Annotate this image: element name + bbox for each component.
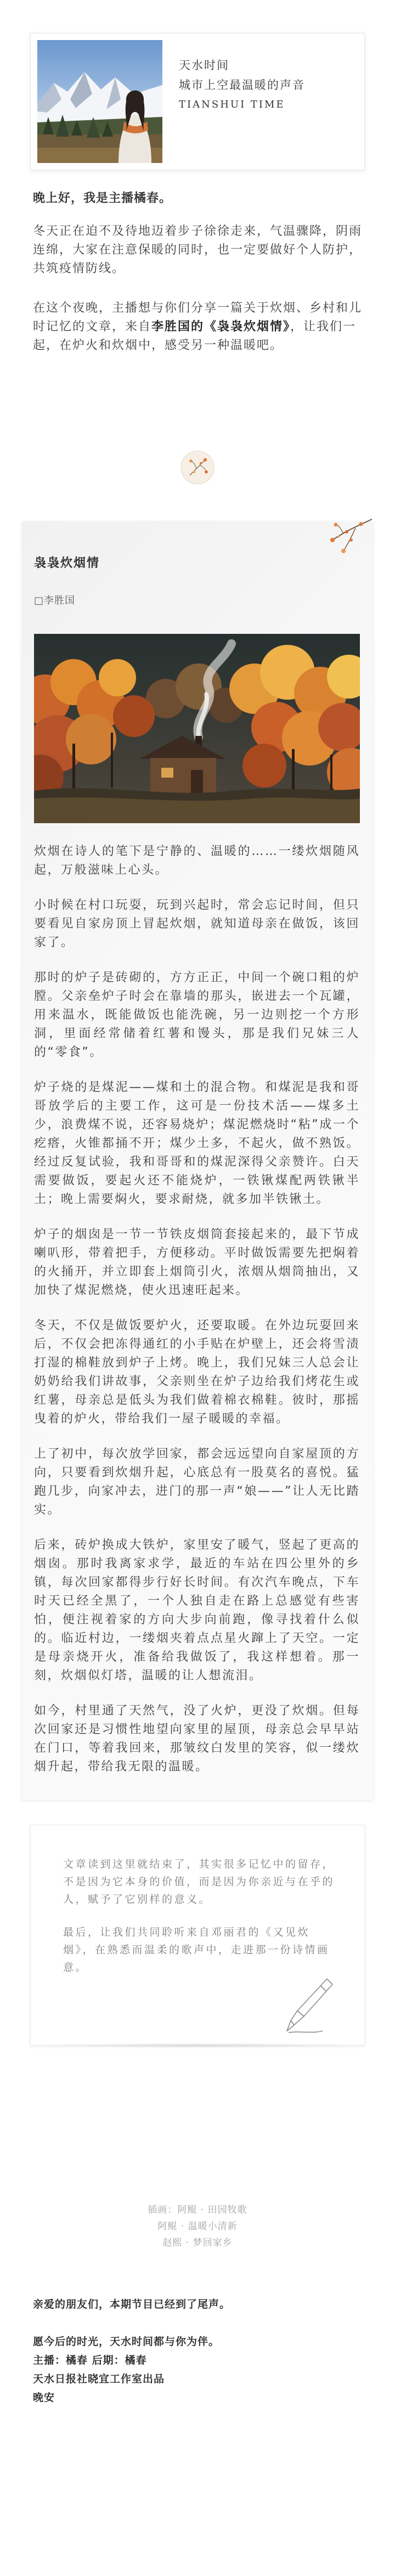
intro-paragraph: 冬天正在迫不及待地迈着步子徐徐走来，气温骤降，阴雨连绵，大家在注意保暖的同时，也一定要做好个人防护，共筑疫情防线。 bbox=[33, 224, 363, 275]
article-paragraph: 冬天，不仅是做饭要炉火，还要取暖。在外边玩耍回来后，不仅会把冻得通红的小手贴在炉壁上，还会将雪渍打湿的棉鞋放到炉子上烤。晚上，我们兄妹三人总会让奶奶给我们讲故事，父亲则坐在炉子边给我们烤花生或红薯，母亲总是低头为我们做着棉衣棉鞋。彼时，那摇曳着的炉火，带给我们一屋子暖暖的幸福。 bbox=[34, 1319, 360, 1426]
brand-name-english: TIANSHUI TIME bbox=[179, 99, 285, 110]
greeting: 晚上好，我是主播橘春。 bbox=[33, 192, 172, 205]
closing-section bbox=[33, 2295, 362, 2407]
credit-line: 阿鲲 · 温暖小清新 bbox=[157, 2221, 238, 2232]
illustration-credits bbox=[0, 2202, 395, 2251]
flower-circle-icon bbox=[180, 450, 215, 485]
header-photo-art bbox=[37, 40, 162, 163]
article-paragraph: 如今，村里通了天然气，没了火炉，更没了炊烟。但每次回家还是习惯性地望向家里的屋顶，母亲总会早早站在门口，等着我回来，那皱纹白发里的笑容，似一缕炊烟升起，带给我无限的温暖。 bbox=[34, 1704, 360, 1774]
article-paragraph: 后来，砖炉换成大铁炉，家里安了暖气，竖起了更高的烟囱。那时我离家求学，最近的车站在四公里外的乡镇，每次回家都得步行好长时间。有次汽车晚点，下车时天已经全黑了，一个人独自走在路上总感觉有些害怕，便注视着家的方向大步向前跑，像寻找着什么似的。临近村边，一缕烟夹着点点星火蹿上了天空。一定是母亲烧开火，准备给我做饭了，我这样想着。那一刻，炊烟似灯塔，温暖的让人想流泪。 bbox=[34, 1538, 360, 1683]
header-card bbox=[30, 33, 365, 170]
article-title: 袅袅炊烟情 bbox=[34, 556, 100, 570]
flower-branch-icon bbox=[327, 517, 373, 556]
article-paragraph: 上了初中，每次放学回家，都会远远望向自家屋顶的方向，只要看到炊烟升起，心底总有一股莫名的喜悦。猛跑几步，向家冲去，进门的那一声“娘——”让人无比踏实。 bbox=[34, 1447, 360, 1517]
intro-text: ，让我们一起，在炉火和炊烟中，感受另一种温暖吧。 bbox=[33, 320, 357, 352]
ground bbox=[34, 788, 360, 823]
header-photo[interactable] bbox=[37, 40, 162, 163]
brand-slogan: 城市上空最温暖的声音 bbox=[179, 78, 305, 92]
header-text bbox=[179, 55, 354, 115]
staff-line: 主播：橘春 后期：橘春 bbox=[33, 2354, 147, 2366]
article-image[interactable] bbox=[34, 634, 360, 823]
afterword-card bbox=[30, 1825, 365, 2045]
article-author: □李胜国 bbox=[34, 595, 76, 606]
pen-icon bbox=[282, 1975, 337, 2035]
article-paragraph: 炉子烧的是煤泥——煤和土的混合物。和煤泥是我和哥哥放学后的主要工作，这可是一份技术活——煤多土少，浪费煤不说，还容易烧炉；煤泥燃烧时“粘”成一个疙瘩，火锥都捅不开；煤少土多，不起火，做不熟饭。经过反复试验，我和哥哥和的煤泥深得父亲赞许。白天需要做饭，要起火还不能烧炉，一铁锹煤配两铁锹半土；晚上需要焖火，要求耐烧，就多加半铁锹土。 bbox=[34, 1081, 360, 1206]
article-paragraph: 那时的炉子是砖砌的，方方正正，中间一个碗口粗的炉膛。父亲垒炉子时会在靠墙的那头，嵌进去一个瓦罐，用来温水，既能做饭也能洗碗，另一边则挖一个方形洞，里面经常储着红薯和馒头，那是我们兄妹三人的“零食”。 bbox=[34, 971, 360, 1059]
afterword-paragraph: 文章读到这里就结束了，其实很多记忆中的留存，不是因为它本身的价值，而是因为你亲近与在乎的人，赋予了它别样的意义。 bbox=[63, 1858, 335, 1905]
credit-line: 赵熙 · 梦回家乡 bbox=[162, 2237, 233, 2248]
closing-line: 亲爱的朋友们，本期节目已经到了尾声。 bbox=[33, 2298, 231, 2310]
producer-line: 天水日报社晓宜工作室出品 bbox=[33, 2373, 165, 2385]
goodnight-line: 晚安 bbox=[33, 2392, 55, 2404]
credit-line: 插画：阿鲲 · 田园牧歌 bbox=[148, 2204, 247, 2215]
intro-text: 在这个夜晚，主播想与你们分享一篇关于炊烟、乡村和儿时记忆的文章，来自 bbox=[33, 301, 363, 334]
article-body bbox=[34, 842, 360, 1776]
brand-name: 天水时间 bbox=[179, 59, 229, 72]
article-image-art bbox=[34, 634, 360, 823]
divider bbox=[0, 450, 395, 485]
article-card bbox=[22, 521, 373, 1800]
afterword-paragraph: 最后，让我们共同聆听来自邓丽君的《又见炊烟》，在熟悉而温柔的歌声中，走进那一份诗情画意。 bbox=[63, 1926, 330, 1973]
intro-paragraph bbox=[33, 299, 362, 355]
article-reference: 李胜国的《袅袅炊烟情》 bbox=[151, 320, 291, 334]
article-paragraph: 炊烟在诗人的笔下是宁静的、温暖的……一缕炊烟随风起，万般滋味上心头。 bbox=[34, 845, 360, 877]
article-paragraph: 炉子的烟囱是一节一节铁皮烟筒套接起来的，最下节成喇叭形，带着把手，方便移动。平时做饭需要先把焖着的火捅开，并立即套上烟筒引火，浓烟从烟筒抽出，又加快了煤泥燃烧，使火迅速旺起来。 bbox=[34, 1228, 360, 1297]
intro-section bbox=[33, 189, 362, 355]
article-paragraph: 小时候在村口玩耍，玩到兴起时，常会忘记时间，但只要看见自家房顶上冒起炊烟，就知道母亲在做饭，该回家了。 bbox=[34, 898, 360, 949]
closing-line: 愿今后的时光，天水时间都与你为伴。 bbox=[33, 2336, 220, 2348]
